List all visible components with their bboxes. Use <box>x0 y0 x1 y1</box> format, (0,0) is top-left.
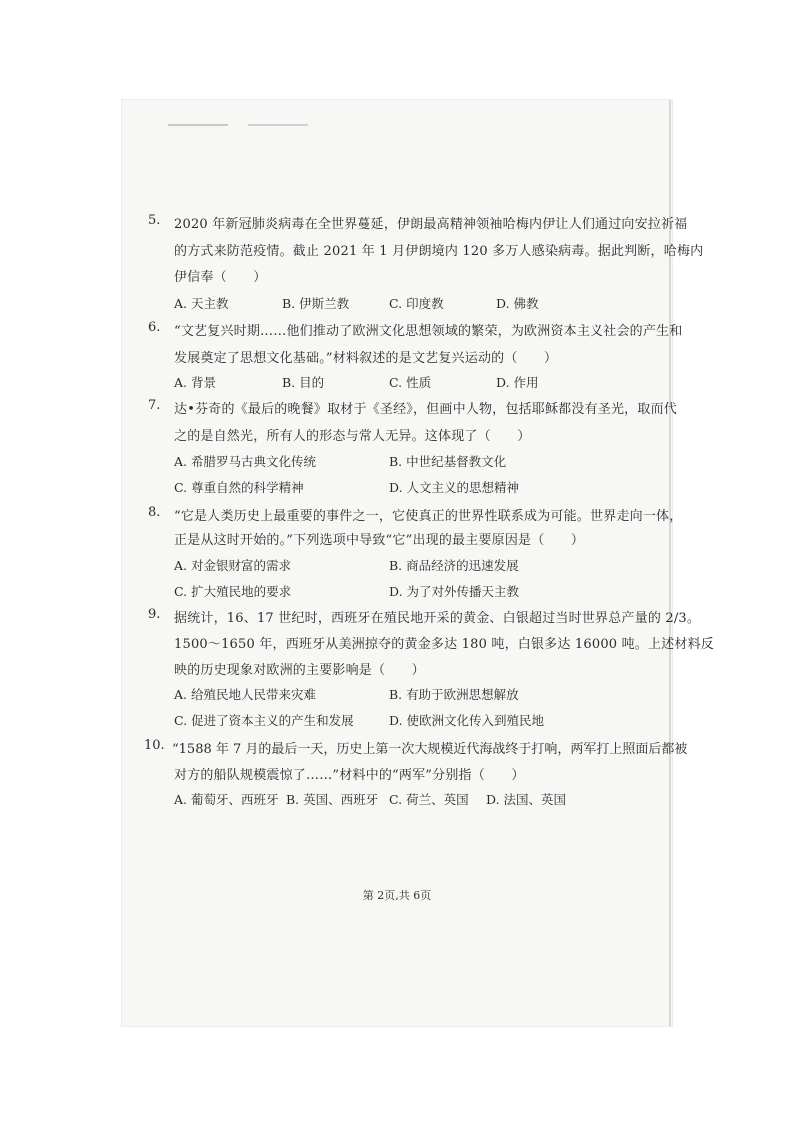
option-a: A. 对金银财富的需求 <box>174 558 291 573</box>
option-c: C. 促进了资本主义的产生和发展 <box>174 713 354 728</box>
question-text-line: 1500～1650 年，西班牙从美洲掠夺的黄金多达 180 吨，白银多达 16000 吨。上述材料反 <box>174 637 714 652</box>
option-b: B. 有助于欧洲思想解放 <box>389 687 519 702</box>
question-text-line: “1588 年 7 月的最后一天，历史上第一次大规模近代海战终于打响，两军打上照面后都被 <box>172 742 688 757</box>
question-number: 9. <box>148 607 161 622</box>
question-text-line: “文艺复兴时期……他们推动了欧洲文化思想领域的繁荣，为欧洲资本主义社会的产生和 <box>174 324 683 339</box>
option-a: A. 给殖民地人民带来灾难 <box>174 687 316 702</box>
option-d: D. 使欧洲文化传入到殖民地 <box>389 713 545 728</box>
option-d: D. 佛教 <box>496 296 539 311</box>
question-number: 5. <box>148 213 161 228</box>
question-text-line: 对方的船队规模震惊了……”材料中的“两军”分别指（ ） <box>174 768 525 783</box>
option-d: D. 作用 <box>496 375 539 390</box>
top-scan-mark <box>168 124 308 126</box>
question-text-line: 之的是自然光，所有人的形态与常人无异。这体现了（ ） <box>174 429 531 444</box>
option-a: A. 天主教 <box>174 296 229 311</box>
page-footer: 第 2页,共 6页 <box>362 889 432 902</box>
option-d: D. 法国、英国 <box>486 792 567 807</box>
option-b: B. 中世纪基督教文化 <box>389 454 507 469</box>
question-text-line: 2020 年新冠肺炎病毒在全世界蔓延，伊朗最高精神领袖哈梅内伊让人们通过向安拉祈福 <box>174 217 688 232</box>
option-d: D. 人文主义的思想精神 <box>389 480 520 495</box>
question-number: 10. <box>144 738 165 753</box>
option-c: C. 性质 <box>389 375 432 390</box>
option-a: A. 希腊罗马古典文化传统 <box>174 454 316 469</box>
question-text-line: 映的历史现象对欧洲的主要影响是（ ） <box>174 663 425 678</box>
option-b: B. 商品经济的迅速发展 <box>389 558 519 573</box>
option-c: C. 印度教 <box>389 296 444 311</box>
option-a: A. 葡萄牙、西班牙 <box>174 792 279 807</box>
option-c: C. 扩大殖民地的要求 <box>174 584 292 599</box>
question-text-line: “它是人类历史上最重要的事件之一，它使真正的世界性联系成为可能。世界走向一体， <box>174 509 683 524</box>
question-number: 8. <box>148 505 161 520</box>
question-number: 6. <box>148 320 161 335</box>
question-text-line: 的方式来防范疫情。截止 2021 年 1 月伊朗境内 120 多万人感染病毒。据此判断，哈梅内 <box>174 244 704 259</box>
question-text-line: 伊信奉（ ） <box>174 270 267 285</box>
option-a: A. 背景 <box>174 375 216 390</box>
question-text-line: 正是从这时开始的。”下列选项中导致“它”出现的最主要原因是（ ） <box>174 533 585 548</box>
option-b: B. 伊斯兰教 <box>282 296 350 311</box>
question-text-line: 达•芬奇的《最后的晚餐》取材于《圣经》，但画中人物，包括耶稣都没有圣光，取而代 <box>174 402 677 417</box>
option-c: C. 荷兰、英国 <box>389 792 469 807</box>
option-d: D. 为了对外传播天主教 <box>389 584 520 599</box>
question-number: 7. <box>148 398 161 413</box>
option-c: C. 尊重自然的科学精神 <box>174 480 304 495</box>
option-b: B. 目的 <box>282 375 325 390</box>
option-b: B. 英国、西班牙 <box>286 792 379 807</box>
question-text-line: 据统计，16、17 世纪时，西班牙在殖民地开采的黄金、白银超过当时世界总产量的 2/3。 <box>174 611 701 626</box>
question-text-line: 发展奠定了思想文化基础。”材料叙述的是文艺复兴运动的（ ） <box>174 351 558 366</box>
